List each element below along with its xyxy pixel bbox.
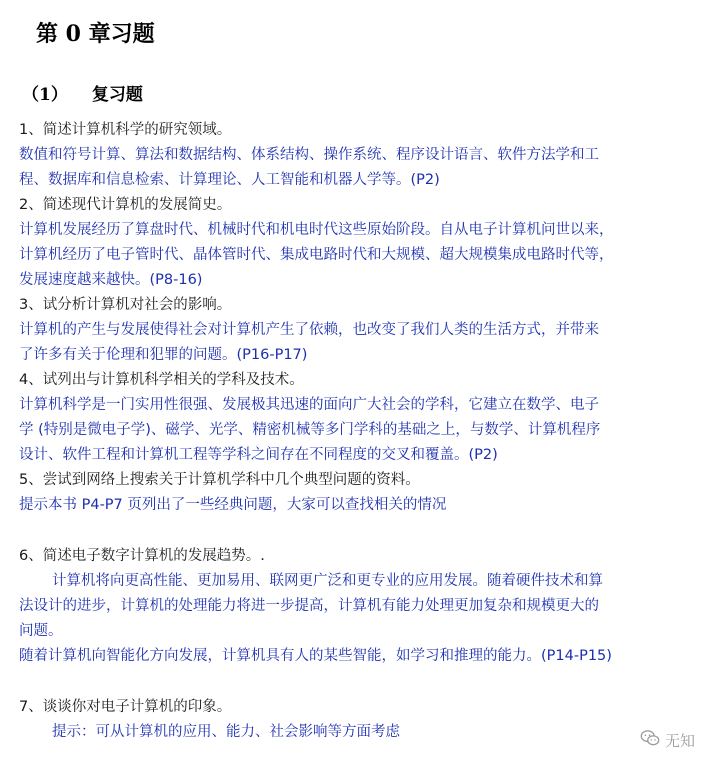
exercise-line: 5、尝试到网络上搜索关于计算机学科中几个典型问题的资料。 [19, 472, 420, 488]
exercise-line: 学 (特别是微电子学)、磁学、光学、精密机械等多门学科的基础之上，与数学、计算机程序 [19, 422, 601, 438]
exercise-line: 数值和符号计算、算法和数据结构、体系结构、操作系统、程序设计语言、软件方法学和工 [19, 147, 599, 163]
exercise-line: 计算机经历了电子管时代、晶体管时代、集成电路时代和大规模、超大规模集成电路时代等， [19, 247, 614, 263]
exercise-line: 发展速度越来越快。(P8-16) [19, 272, 203, 288]
exercise-line: 2、简述现代计算机的发展简史。 [19, 197, 232, 213]
wechat-icon [639, 727, 661, 753]
exercise-line: 了许多有关于伦理和犯罪的问题。(P16-P17) [19, 347, 308, 363]
exercise-line: 计算机的产生与发展使得社会对计算机产生了依赖，也改变了我们人类的生活方式，并带来 [19, 322, 599, 338]
watermark-text: 无知 [665, 731, 696, 750]
exercise-line: 问题。 [19, 623, 63, 639]
watermark [639, 727, 695, 753]
exercise-line: 6、简述电子数字计算机的发展趋势。. [19, 548, 265, 564]
exercise-line: 程、数据库和信息检索、计算理论、人工智能和机器人学等。(P2) [19, 172, 440, 188]
section-number: （1） [22, 85, 68, 105]
exercise-line: 1、简述计算机科学的研究领域。 [19, 122, 232, 138]
exercise-line: 提示本书 P4-P7 页列出了一些经典问题，大家可以查找相关的情况 [19, 497, 447, 513]
page-title: 第 0 章习题 [36, 21, 155, 47]
exercise-line: 法设计的进步，计算机的处理能力将进一步提高，计算机有能力处理更加复杂和规模更大的 [19, 598, 599, 614]
exercise-line: 4、试列出与计算机科学相关的学科及技术。 [19, 372, 304, 388]
exercise-line: 7、谈谈你对电子计算机的印象。 [19, 699, 232, 715]
section-heading [22, 80, 143, 105]
section-label: 复习题 [91, 85, 143, 105]
exercise-line: 计算机将向更高性能、更加易用、联网更广泛和更专业的应用发展。随着硬件技术和算 [52, 573, 603, 589]
exercise-line: 设计、软件工程和计算机工程等学科之间存在不同程度的交叉和覆盖。(P2) [19, 447, 498, 463]
exercise-line: 计算机发展经历了算盘时代、机械时代和机电时代这些原始阶段。自从电子计算机问世以来， [19, 222, 614, 238]
exercise-line: 计算机科学是一门实用性很强、发展极其迅速的面向广大社会的学科，它建立在数学、电子 [19, 397, 599, 413]
exercise-line: 提示：可从计算机的应用、能力、社会影响等方面考虑 [52, 724, 400, 740]
exercise-line: 随着计算机向智能化方向发展，计算机具有人的某些智能，如学习和推理的能力。(P14-P15) [19, 648, 612, 664]
exercise-line: 3、试分析计算机对社会的影响。 [19, 297, 232, 313]
